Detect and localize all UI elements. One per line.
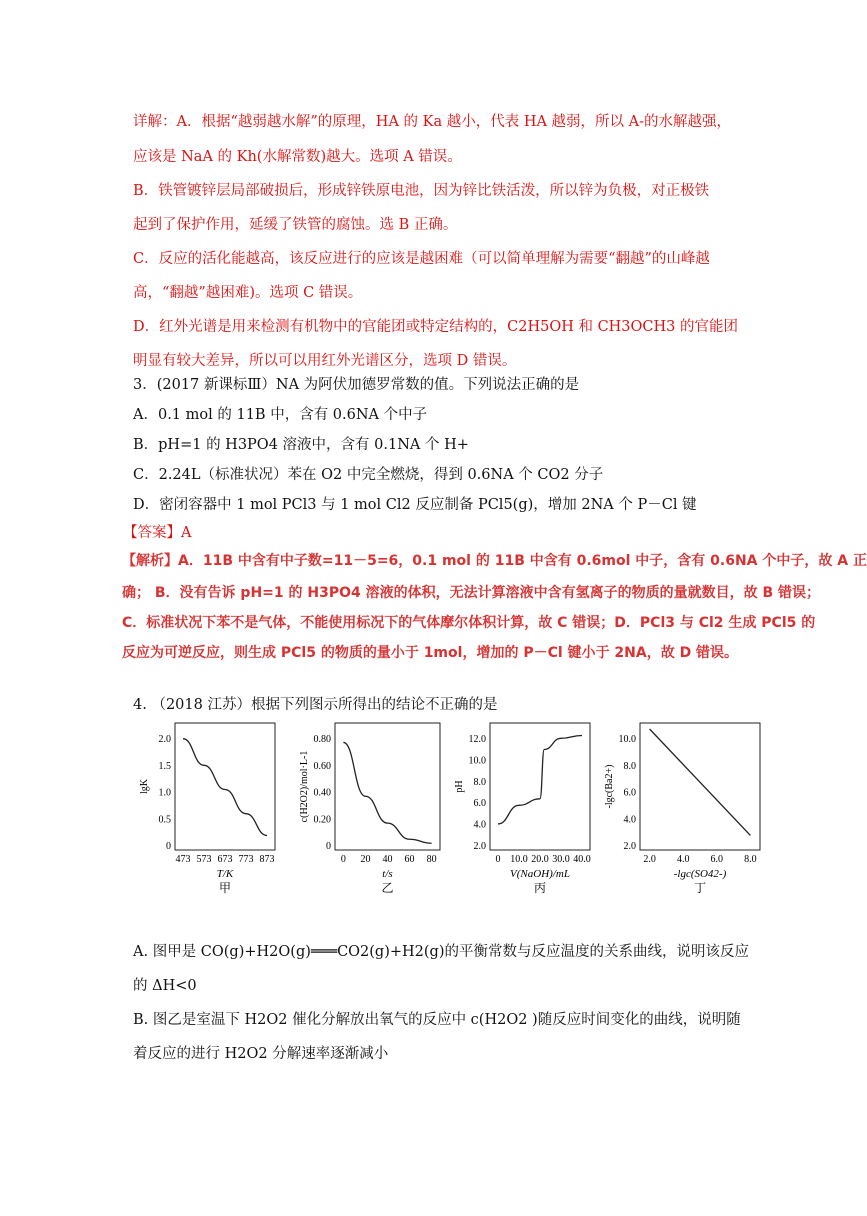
explain-line: 应该是 NaA 的 Kh(水解常数)越大。选项 A 错误。 [133, 149, 462, 165]
q4-option-a: A. 图甲是 CO(g)+H2O(g)═══CO2(g)+H2(g)的平衡常数与反应温度的关系曲线，说明该反应 [133, 944, 749, 960]
x-axis-label: T/K [216, 868, 234, 880]
q4-option-a-cont: 的 ΔH<0 [133, 978, 197, 994]
y-tick-label: 0.60 [313, 760, 331, 772]
series-line [183, 739, 267, 836]
y-tick-label: 2.0 [623, 841, 636, 852]
y-tick-label: 0.20 [313, 814, 331, 826]
y-tick-label: 1.5 [158, 760, 171, 772]
x-tick-label: 20.0 [531, 854, 549, 865]
x-tick-label: 60 [404, 854, 415, 865]
series-line [498, 736, 582, 824]
chart-name: 甲 [218, 881, 232, 895]
analysis-line: 【解析】A．11B 中含有中子数=11－5=6，0.1 mol 的 11B 中含有 0.6mol 中子，含有 0.6NA 个中子，故 A 正 [122, 553, 867, 569]
chart-name: 乙 [381, 881, 394, 895]
x-tick-label: 4.0 [676, 854, 690, 865]
y-tick-label: 0 [166, 841, 171, 852]
x-tick-label: 673 [217, 854, 233, 865]
x-tick-label: 80 [426, 854, 437, 865]
y-axis-label: c(H2O2)/mol·L-1 [299, 750, 310, 823]
y-tick-label: 0.80 [313, 734, 331, 745]
analysis-line: C．标准状况下苯不是气体，不能使用标况下的气体摩尔体积计算，故 C 错误；D．PCl3 与 Cl2 生成 PCl5 的 [122, 615, 816, 631]
q3-option-b: B．pH=1 的 H3PO4 溶液中，含有 0.1NA 个 H+ [133, 437, 469, 453]
explain-line: 起到了保护作用，延缓了铁管的腐蚀。选 B 正确。 [133, 217, 458, 233]
y-tick-label: 6.0 [473, 798, 486, 810]
x-axis-label: -lgc(SO42-) [673, 868, 727, 880]
q3-stem: 3．(2017 新课标Ⅲ）NA 为阿伏加德罗常数的值。下列说法正确的是 [133, 377, 580, 393]
q4-charts [130, 715, 780, 895]
y-tick-label: 8.0 [473, 776, 486, 788]
chart-name: 丙 [533, 881, 547, 895]
series-line [343, 742, 431, 843]
series-line [650, 729, 751, 835]
x-tick-label: 873 [259, 854, 275, 865]
x-axis-label: t/s [382, 868, 393, 880]
x-tick-label: 573 [196, 854, 212, 865]
explain-line: D．红外光谱是用来检测有机物中的官能团或特定结构的，C2H5OH 和 CH3OCH3 的官能团 [133, 319, 738, 335]
explain-line: 明显有较大差异，所以可以用红外光谱区分，选项 D 错误。 [133, 353, 517, 369]
x-tick-label: 40 [382, 854, 393, 865]
y-tick-label: 6.0 [623, 787, 636, 799]
q4-option-b: B. 图乙是室温下 H2O2 催化分解放出氧气的反应中 c(H2O2 )随反应时间变化的曲线，说明随 [133, 1012, 741, 1028]
analysis-line: 反应为可逆反应，则生成 PCl5 的物质的量小于 1mol，增加的 P－Cl 键小于 2NA，故 D 错误。 [122, 645, 739, 661]
q3-option-d: D．密闭容器中 1 mol PCl3 与 1 mol Cl2 反应制备 PCl5(g)，增加 2NA 个 P－Cl 键 [133, 497, 697, 513]
chart-name: 丁 [693, 881, 707, 895]
x-tick-label: 0 [495, 854, 501, 865]
y-tick-label: 4.0 [473, 819, 486, 831]
q4-stem: 4. （2018 江苏）根据下列图示所得出的结论不正确的是 [133, 697, 498, 713]
x-tick-label: 6.0 [710, 854, 724, 865]
x-tick-label: 773 [238, 854, 254, 865]
analysis-line: 确； B．没有告诉 pH=1 的 H3PO4 溶液的体积，无法计算溶液中含有氢离子的物质的量就数目，故 B 错误； [122, 585, 821, 601]
y-axis-label: lgK [139, 779, 150, 794]
x-tick-label: 30.0 [552, 854, 570, 865]
explain-line: B．铁管镀锌层局部破损后，形成锌铁原电池，因为锌比铁活泼，所以锌为负极，对正极铁 [133, 183, 710, 199]
y-axis-label: pH [454, 780, 465, 793]
x-axis-label: V(NaOH)/mL [510, 868, 570, 880]
q4-figure [130, 715, 780, 895]
explain-line: 高，“翻越”越困难)。选项 C 错误。 [133, 285, 363, 301]
y-tick-label: 0 [326, 841, 331, 852]
x-tick-label: 20 [360, 854, 371, 865]
chart-frame [490, 723, 590, 850]
y-tick-label: 0.40 [313, 787, 331, 799]
y-tick-label: 4.0 [623, 814, 636, 826]
chart-frame [335, 723, 440, 850]
y-tick-label: 10.0 [618, 734, 636, 745]
x-tick-label: 8.0 [744, 854, 757, 865]
q3-option-c: C．2.24L（标准状况）苯在 O2 中完全燃烧，得到 0.6NA 个 CO2 分子 [133, 467, 604, 483]
x-tick-label: 40.0 [573, 854, 591, 865]
q3-option-a: A．0.1 mol 的 11B 中，含有 0.6NA 个中子 [133, 407, 428, 423]
y-tick-label: 1.0 [158, 787, 171, 799]
y-axis-label: -lgc(Ba2+) [604, 764, 615, 809]
explain-line: 详解：A．根据“越弱越水解”的原理，HA 的 Ka 越小，代表 HA 越弱，所以 A-的水解越强， [133, 114, 732, 130]
explain-line: C．反应的活化能越高，该反应进行的应该是越困难（可以简单理解为需要“翻越”的山峰越 [133, 251, 710, 267]
x-tick-label: 10.0 [510, 854, 528, 865]
y-tick-label: 0.5 [158, 814, 171, 826]
y-tick-label: 2.0 [158, 734, 171, 745]
chart-frame [640, 723, 760, 850]
q4-option-b-cont: 着反应的进行 H2O2 分解速率逐渐减小 [133, 1046, 389, 1062]
y-tick-label: 2.0 [473, 841, 486, 852]
y-tick-label: 10.0 [468, 755, 486, 767]
x-tick-label: 0 [340, 854, 346, 865]
y-tick-label: 8.0 [623, 760, 636, 772]
x-tick-label: 2.0 [643, 854, 656, 865]
q3-answer: 【答案】A [123, 525, 192, 541]
x-tick-label: 473 [175, 854, 191, 865]
y-tick-label: 12.0 [468, 734, 486, 745]
q3-analysis-image [118, 544, 867, 668]
